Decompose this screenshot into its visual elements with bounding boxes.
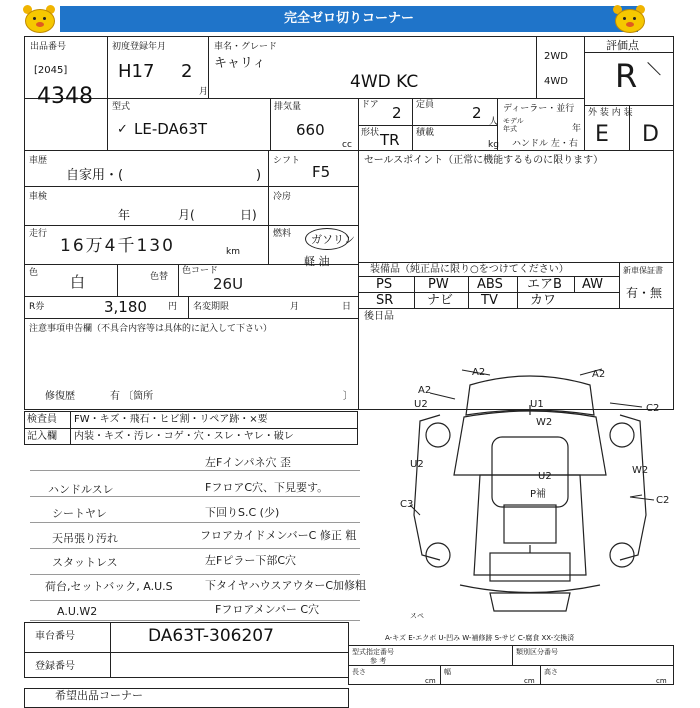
name-change-label: 名変期限 (193, 302, 230, 312)
notes-repair-value: 有 〔箇所 (110, 391, 154, 402)
model-grade: 4WD KC (350, 72, 419, 92)
inspection-month: 月( (178, 208, 195, 222)
dims-width-unit: cm (524, 677, 535, 685)
note-line-12: A.U.W2 (57, 605, 98, 618)
banner-title: 完全ゼロ切りコーナー (60, 6, 638, 32)
checker-label2: 記入欄 (27, 431, 57, 442)
vehicle-diagram (380, 355, 680, 630)
color-code-label: 色コード (182, 266, 219, 276)
capacity-label: 定員 (416, 100, 435, 110)
lot-sub: [2045] (34, 65, 68, 76)
doors-value: 2 (392, 104, 402, 122)
mark-u2-bed: U2 (538, 471, 552, 482)
ext-int-label: 外 装 内 装 (588, 108, 633, 118)
checker-row2: 内装・キズ・汚レ・コゲ・穴・スレ・ヤレ・破レ (74, 431, 294, 442)
mark-c2-right: C2 (646, 403, 660, 414)
doors-label: ドア (361, 100, 379, 110)
history-close: ) (256, 168, 262, 183)
main-form (24, 36, 674, 410)
equip-leather: カワ (530, 293, 557, 308)
equip-navi: ナビ (427, 293, 454, 308)
color-code: 26U (213, 275, 244, 293)
score-label: 評価点 (606, 39, 639, 52)
dims-width: 幅 (444, 668, 451, 676)
shift-value: F5 (312, 163, 331, 181)
capacity-unit: 人 (489, 117, 499, 127)
dims-measure-unit: 参 考 (370, 657, 387, 665)
checker-label1: 検査員 (27, 414, 57, 425)
shape-label: 形状 (361, 128, 380, 138)
history-label: 車歴 (29, 156, 48, 166)
equip-sr: SR (376, 293, 394, 308)
color-value: 白 (70, 273, 86, 291)
registration-month: 2 (181, 61, 193, 82)
dims-measure: 型式指定番号 (352, 648, 394, 656)
color-label: 色 (29, 268, 39, 278)
note-line-13: Fフロアメンバー C穴 (215, 603, 320, 616)
capacity-value: 2 (472, 104, 482, 122)
chassis-label: 車台番号 (35, 631, 75, 642)
checker-row1: FW・キズ・飛石・ヒビ割・リペア跡・×要 (74, 414, 268, 425)
dealer-year-unit: 年 (572, 124, 582, 134)
color-label2: 色替 (150, 272, 169, 282)
recycle-value: 3,180 (104, 298, 147, 316)
note-line-6: 天吊張り汚れ (52, 532, 118, 545)
registration-era: H17 (118, 61, 155, 82)
dims-height-unit: cm (656, 677, 667, 685)
mark-p-repair: P補 (530, 489, 547, 500)
mark-spare: スペ (410, 612, 424, 620)
recycle-unit: 円 (168, 302, 178, 312)
drive-4wd: 4WD (544, 76, 568, 87)
mark-a2-front: A2 (472, 367, 486, 378)
load-label: 積載 (416, 128, 435, 138)
back-seat-label: 後日品 (364, 311, 394, 322)
mileage-label: 走行 (29, 229, 48, 239)
sales-point-label: セールスポイント（正常に機能するものに限ります） (364, 155, 604, 166)
note-line-5: 下回りS.C (少) (205, 506, 280, 519)
name-change-month: 月 (290, 302, 300, 312)
notes-repair: 修復歴 (45, 391, 75, 402)
displacement-label: 排気量 (274, 102, 302, 112)
mark-w2-side: W2 (632, 465, 649, 476)
score-value: R (615, 57, 638, 95)
type-value: LE-DA63T (134, 120, 208, 138)
recycle-label: R券 (29, 302, 45, 312)
lot-label: 出品番号 (30, 42, 67, 52)
note-line-9: 左Fピラー下部C穴 (205, 554, 297, 567)
equip-tv: TV (481, 293, 498, 308)
registration-month-unit: 月 (199, 87, 209, 97)
mark-c2-rear: C2 (656, 495, 670, 506)
equip-pw: PW (428, 277, 449, 292)
history-value: 自家用・( (66, 168, 124, 183)
mileage-value: 16万4千130 (60, 236, 175, 256)
ext-value: E (595, 122, 609, 147)
mark-a2-left: A2 (418, 385, 432, 396)
new-warranty-label: 新車保証書 (623, 266, 663, 275)
note-line-3: FフロアC穴、下見要す。 (205, 481, 329, 494)
new-warranty-value: 有・無 (626, 286, 663, 300)
shift-label: シフト (273, 156, 301, 166)
type-label: 型式 (112, 102, 131, 112)
shape-value: TR (380, 131, 400, 149)
mascot-left-icon (22, 5, 56, 33)
displacement-value: 660 (296, 121, 325, 139)
equipment-label: 装備品（純正品に限り○をつけてください） (370, 264, 569, 275)
dealer-handle: ハンドル 左・右 (512, 139, 578, 149)
drive-2wd: 2WD (544, 51, 568, 62)
mileage-unit: km (226, 247, 240, 257)
note-line-8: スタットレス (52, 556, 118, 569)
dims-length-unit: cm (425, 677, 436, 685)
note-line-11: 下タイヤハウスアウターC加修粗 (205, 579, 367, 592)
fuel-gas: ガソリン (311, 233, 355, 246)
mark-w2-roof: W2 (536, 417, 553, 428)
note-line-7: フロアカイドメンバーC 修正 粗 (200, 529, 357, 542)
equip-aw: AW (582, 277, 604, 292)
note-line-2: ハンドルスレ (48, 483, 114, 496)
equip-abs: ABS (477, 277, 503, 292)
displacement-unit: cc (342, 140, 352, 150)
dealer-label: ディーラー・並行 (503, 104, 575, 114)
model-name: キャリィ (214, 56, 266, 71)
mark-a2-front-right: A2 (592, 369, 606, 380)
equip-airbag: エアB (527, 277, 562, 292)
fuel-label: 燃料 (273, 229, 292, 239)
chassis-value: DA63T-306207 (148, 626, 274, 646)
dealer-model-year: モデル 年式 (503, 117, 524, 133)
dims-category: 類別区分番号 (516, 648, 558, 656)
mark-u1: U1 (530, 399, 544, 410)
notes-repair-close: 〕 (343, 391, 353, 402)
dims-length: 長さ (352, 668, 366, 676)
legend-text: A-キズ E-エクボ U-凹み W-補修跡 S-サビ C-腐食 XX-交換済 (385, 634, 575, 642)
mark-u2-left: U2 (414, 399, 428, 410)
int-value: D (642, 122, 659, 147)
dims-height: 高さ (544, 668, 558, 676)
note-line-1: 左Fインパネ穴 歪 (205, 456, 292, 469)
footer-text: 希望出品コーナー (55, 689, 143, 702)
load-unit: kg (488, 140, 499, 150)
inspection-label: 車検 (29, 192, 48, 202)
fuel-diesel: 軽 油 (304, 255, 330, 268)
notes-label: 注意事項申告欄（不具合内容等は具体的に記入して下さい） (29, 324, 273, 334)
lot-number: 4348 (37, 84, 93, 109)
mark-u2-side: U2 (410, 459, 424, 470)
inspection-day: 日) (240, 208, 257, 222)
registration-label: 初度登録年月 (112, 42, 167, 52)
name-change-day: 日 (342, 302, 352, 312)
model-label: 車名・グレード (214, 42, 278, 52)
mark-c3: C3 (400, 499, 414, 510)
note-line-10: 荷台,セットバック, A.U.S (45, 580, 173, 593)
note-line-4: シートヤレ (52, 507, 107, 520)
cooling-label: 冷房 (273, 192, 292, 202)
reg-no-label: 登録番号 (35, 661, 75, 672)
mascot-right-icon (612, 5, 646, 33)
inspection-year: 年 (118, 208, 131, 222)
equip-ps: PS (376, 277, 393, 292)
